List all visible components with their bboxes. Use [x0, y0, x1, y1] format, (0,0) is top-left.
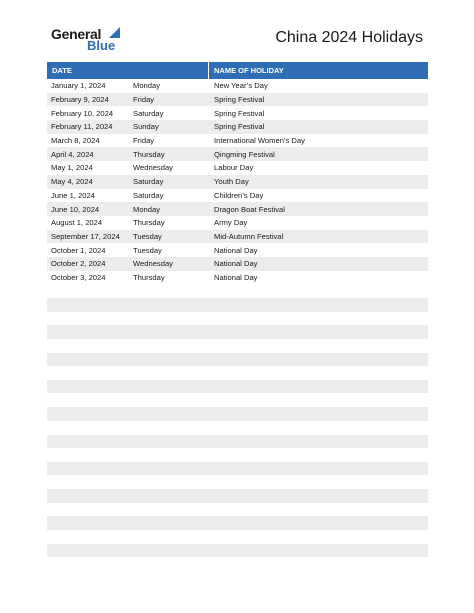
cell-date: June 10, 2024: [51, 204, 100, 214]
cell-weekday: Thursday: [133, 272, 165, 282]
table-row: [47, 216, 428, 230]
table-row: [47, 147, 428, 161]
table-row: [47, 202, 428, 216]
cell-date: February 11, 2024: [51, 122, 113, 132]
cell-date: October 3, 2024: [51, 272, 106, 282]
cell-holiday: National Day: [214, 245, 258, 255]
table-row: [47, 93, 428, 107]
empty-row-stripe: [47, 435, 428, 449]
cell-holiday: Spring Festival: [214, 122, 265, 132]
cell-holiday: Qingming Festival: [214, 149, 275, 159]
page-title: China 2024 Holidays: [275, 29, 423, 46]
table-row: [47, 120, 428, 134]
logo-flag-icon: [109, 27, 120, 38]
cell-date: June 1, 2024: [51, 190, 95, 200]
cell-date: April 4, 2024: [51, 149, 94, 159]
cell-weekday: Tuesday: [133, 245, 162, 255]
cell-weekday: Saturday: [133, 177, 164, 187]
cell-weekday: Friday: [133, 136, 155, 146]
empty-row-stripe: [47, 407, 428, 421]
empty-row-stripe: [47, 516, 428, 530]
empty-row-stripe: [47, 544, 428, 558]
table-row: [47, 271, 428, 285]
table-row: [47, 189, 428, 203]
table-row: [47, 106, 428, 120]
cell-holiday: National Day: [214, 272, 258, 282]
cell-date: May 4, 2024: [51, 177, 93, 187]
empty-row-stripe: [47, 489, 428, 503]
cell-holiday: Spring Festival: [214, 108, 265, 118]
cell-weekday: Thursday: [133, 149, 165, 159]
table-header: [47, 62, 428, 79]
logo-word-general: General: [51, 26, 102, 42]
cell-holiday: Labour Day: [214, 163, 254, 173]
table-row: [47, 175, 428, 189]
column-header-holiday: NAME OF HOLIDAY: [214, 66, 284, 75]
table-row: [47, 230, 428, 244]
cell-weekday: Monday: [133, 81, 161, 91]
empty-row-stripe: [47, 325, 428, 339]
cell-date: October 2, 2024: [51, 259, 106, 269]
holiday-table: [47, 62, 428, 284]
cell-date: May 1, 2024: [51, 163, 93, 173]
cell-weekday: Friday: [133, 95, 155, 105]
column-header-date: DATE: [47, 62, 209, 79]
table-row: [47, 161, 428, 175]
empty-row-stripe: [47, 298, 428, 312]
empty-row-stripe: [47, 353, 428, 367]
cell-date: October 1, 2024: [51, 245, 106, 255]
cell-holiday: New Year’s Day: [214, 81, 268, 91]
cell-date: August 1, 2024: [51, 218, 103, 228]
cell-date: January 1, 2024: [51, 81, 106, 91]
empty-row-stripe: [47, 462, 428, 476]
cell-holiday: Army Day: [214, 218, 248, 228]
cell-weekday: Wednesday: [133, 163, 173, 173]
cell-holiday: Spring Festival: [214, 95, 265, 105]
cell-holiday: International Women’s Day: [214, 136, 305, 146]
logo-word-blue: Blue: [87, 38, 116, 53]
table-row: [47, 243, 428, 257]
cell-date: March 8, 2024: [51, 136, 100, 146]
generalblue-logo: [51, 26, 121, 54]
cell-weekday: Saturday: [133, 190, 164, 200]
cell-date: September 17, 2024: [51, 231, 120, 241]
cell-holiday: Dragon Boat Festival: [214, 204, 285, 214]
cell-weekday: Monday: [133, 204, 161, 214]
cell-weekday: Sunday: [133, 122, 159, 132]
table-row: [47, 134, 428, 148]
cell-date: February 9, 2024: [51, 95, 109, 105]
table-row: [47, 79, 428, 93]
cell-holiday: Children’s Day: [214, 190, 264, 200]
cell-holiday: Mid-Autumn Festival: [214, 231, 284, 241]
cell-weekday: Tuesday: [133, 231, 162, 241]
empty-row-stripe: [47, 380, 428, 394]
table-row: [47, 257, 428, 271]
cell-weekday: Wednesday: [133, 259, 173, 269]
cell-weekday: Thursday: [133, 218, 165, 228]
cell-date: February 10, 2024: [51, 108, 114, 118]
cell-weekday: Saturday: [133, 108, 164, 118]
cell-holiday: National Day: [214, 259, 258, 269]
cell-holiday: Youth Day: [214, 177, 249, 187]
table-body: [47, 79, 428, 284]
